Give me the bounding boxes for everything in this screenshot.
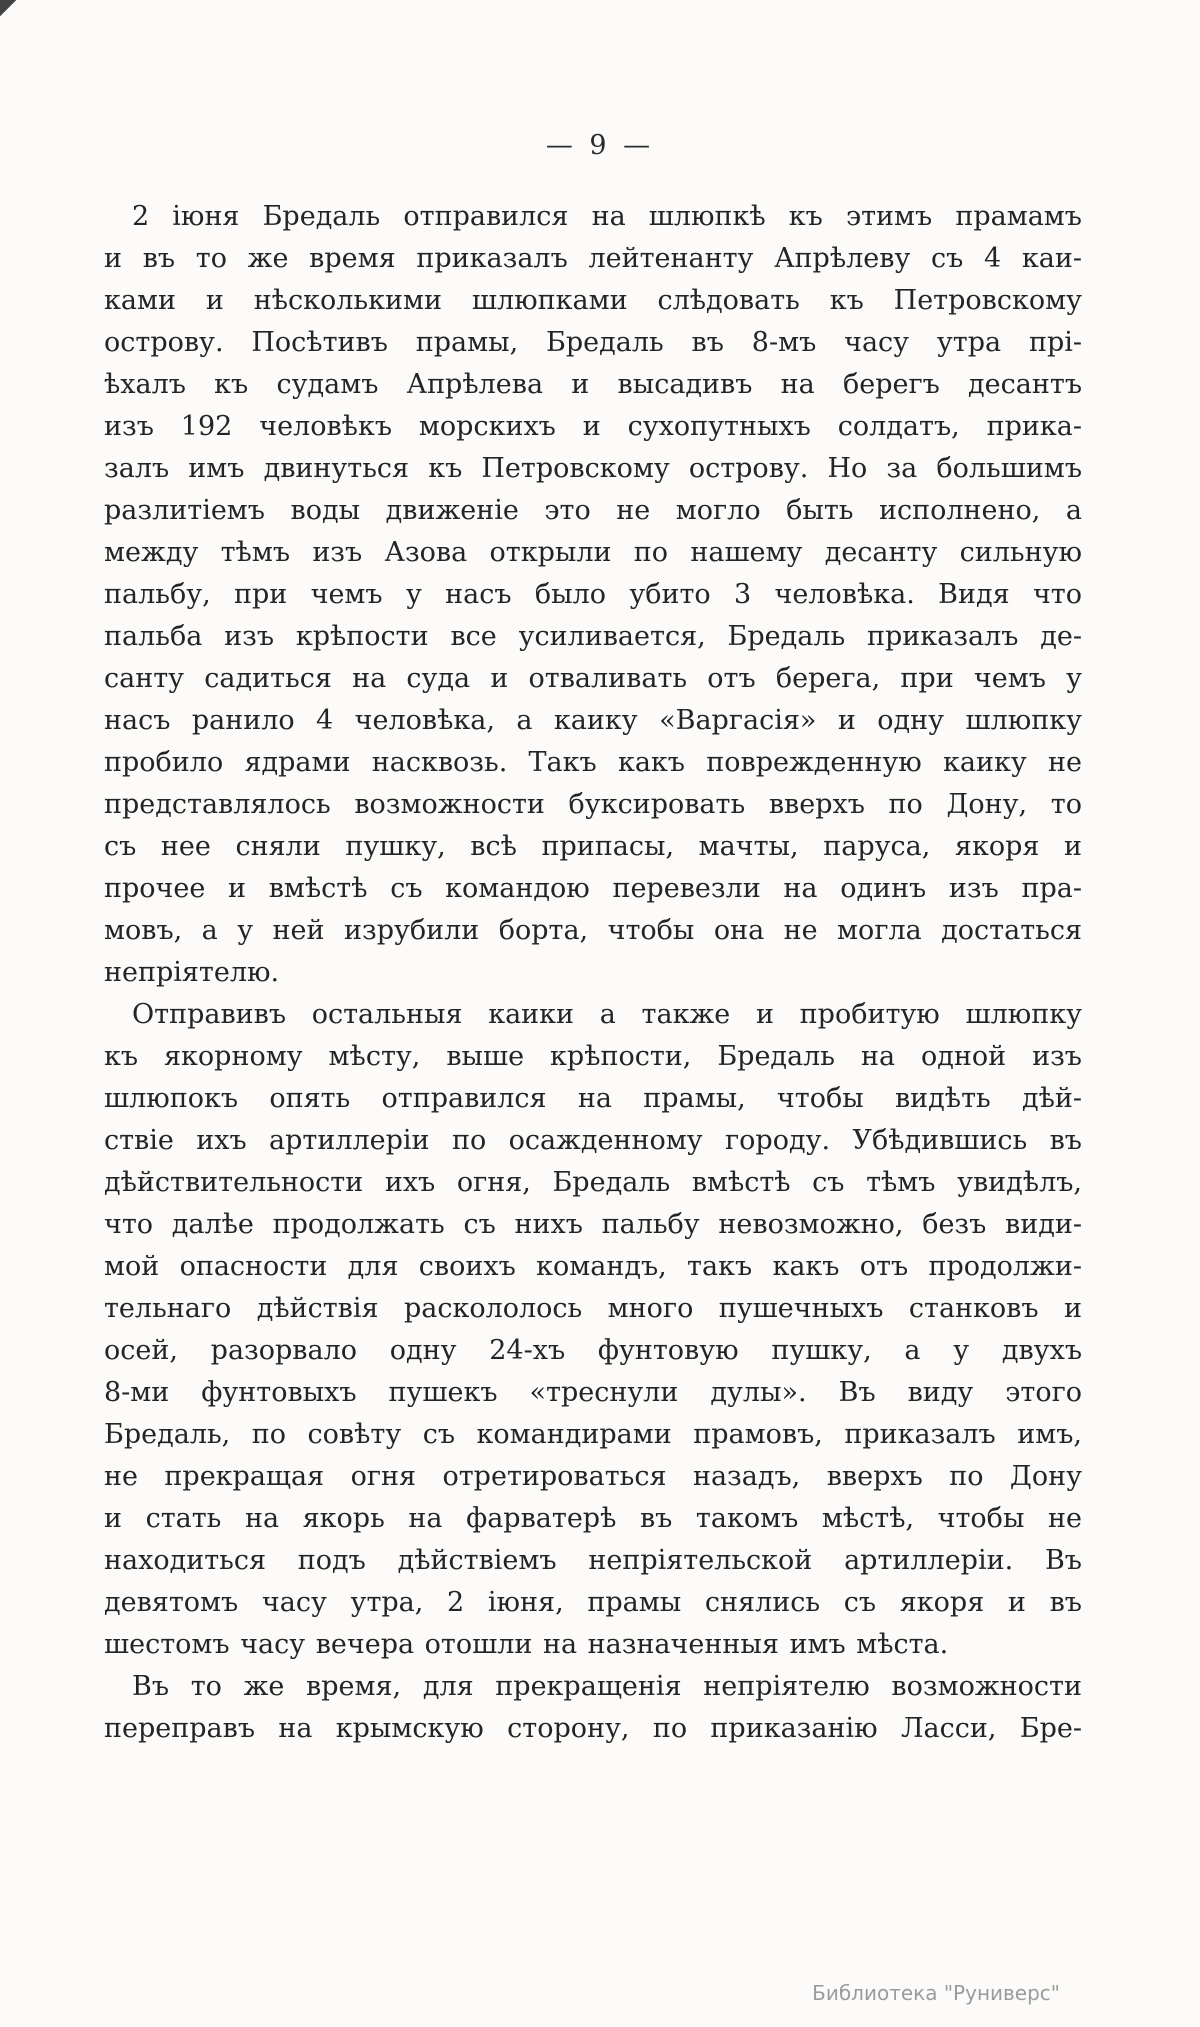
paragraph <box>104 196 1082 994</box>
text-line: Въ то же время, для прекращенія непріятелю возможности <box>132 1671 1082 1702</box>
text-line: дѣйствительности ихъ огня, Бредаль вмѣстѣ съ тѣмъ увидѣлъ, <box>104 1167 1082 1198</box>
text-line: ствіе ихъ артиллеріи по осажденному городу. Убѣдившись въ <box>104 1125 1082 1156</box>
text-line: Отправивъ остальныя каики а также и пробитую шлюпку <box>132 999 1082 1030</box>
text-line: съ нее сняли пушку, всѣ припасы, мачты, паруса, якоря и <box>104 831 1082 862</box>
text-line: къ якорному мѣсту, выше крѣпости, Бредаль на одной изъ <box>104 1041 1082 1072</box>
text-line: острову. Посѣтивъ прамы, Бредаль въ 8-мъ часу утра прі- <box>104 327 1082 358</box>
text-line: изъ 192 человѣкъ морскихъ и сухопутныхъ солдатъ, прика- <box>104 411 1082 442</box>
text-line: залъ имъ двинуться къ Петровскому острову. Но за большимъ <box>104 453 1082 484</box>
text-line: не прекращая огня отретироваться назадъ, вверхъ по Дону <box>104 1461 1082 1492</box>
text-line: 8-ми фунтовыхъ пушекъ «треснули дулы». Въ виду этого <box>104 1377 1082 1408</box>
text-line: прочее и вмѣстѣ съ командою перевезли на одинъ изъ пра- <box>104 873 1082 904</box>
paragraph <box>104 1666 1082 1750</box>
page-number: — 9 — <box>545 130 655 161</box>
text-line: что далѣе продолжать съ нихъ пальбу невозможно, безъ види- <box>104 1209 1082 1240</box>
text-line: насъ ранило 4 человѣка, а каику «Варгасія» и одну шлюпку <box>104 705 1082 736</box>
text-line: непріятелю. <box>104 957 280 988</box>
text-line: тельнаго дѣйствія раскололось много пушечныхъ станковъ и <box>104 1293 1082 1324</box>
library-watermark: Библиотека "Руниверс" <box>812 1981 1060 2005</box>
text-line: осей, разорвало одну 24-хъ фунтовую пушку, а у двухъ <box>104 1335 1082 1366</box>
text-line: ками и нѣсколькими шлюпками слѣдовать къ Петровскому <box>104 285 1082 316</box>
text-line: находиться подъ дѣйствіемъ непріятельской артиллеріи. Въ <box>104 1545 1082 1576</box>
text-line: девятомъ часу утра, 2 іюня, прамы снялись съ якоря и въ <box>104 1587 1082 1618</box>
text-line: шлюпокъ опять отправился на прамы, чтобы видѣть дѣй- <box>104 1083 1082 1114</box>
text-line: Бредаль, по совѣту съ командирами прамовъ, приказалъ имъ, <box>104 1419 1082 1450</box>
text-line: шестомъ часу вечера отошли на назначенныя имъ мѣста. <box>104 1629 949 1660</box>
text-line: мой опасности для своихъ командъ, такъ какъ отъ продолжи- <box>104 1251 1082 1282</box>
text-line: ѣхалъ къ судамъ Апрѣлева и высадивъ на берегъ десантъ <box>104 369 1082 400</box>
scan-corner-artifact <box>0 0 17 17</box>
text-line: пальбу, при чемъ у насъ было убито 3 человѣка. Видя что <box>104 579 1082 610</box>
text-line: санту садиться на суда и отваливать отъ берега, при чемъ у <box>104 663 1082 694</box>
text-line: пальба изъ крѣпости все усиливается, Бредаль приказалъ де- <box>104 621 1082 652</box>
text-line: переправъ на крымскую сторону, по приказанію Ласси, Бре- <box>104 1713 1082 1744</box>
text-block <box>104 196 1082 1750</box>
text-line: между тѣмъ изъ Азова открыли по нашему десанту сильную <box>104 537 1082 568</box>
text-line: и стать на якорь на фарватерѣ въ такомъ мѣстѣ, чтобы не <box>104 1503 1082 1534</box>
paragraph <box>104 994 1082 1666</box>
text-line: 2 іюня Бредаль отправился на шлюпкѣ къ этимъ прамамъ <box>132 201 1082 232</box>
text-line: представлялось возможности буксировать вверхъ по Дону, то <box>104 789 1082 820</box>
text-line: мовъ, а у ней изрубили борта, чтобы она не могла достаться <box>104 915 1082 946</box>
text-line: и въ то же время приказалъ лейтенанту Апрѣлеву съ 4 каи- <box>104 243 1082 274</box>
text-line: разлитіемъ воды движеніе это не могло быть исполнено, а <box>104 495 1082 526</box>
text-line: пробило ядрами насквозь. Такъ какъ поврежденную каику не <box>104 747 1082 778</box>
